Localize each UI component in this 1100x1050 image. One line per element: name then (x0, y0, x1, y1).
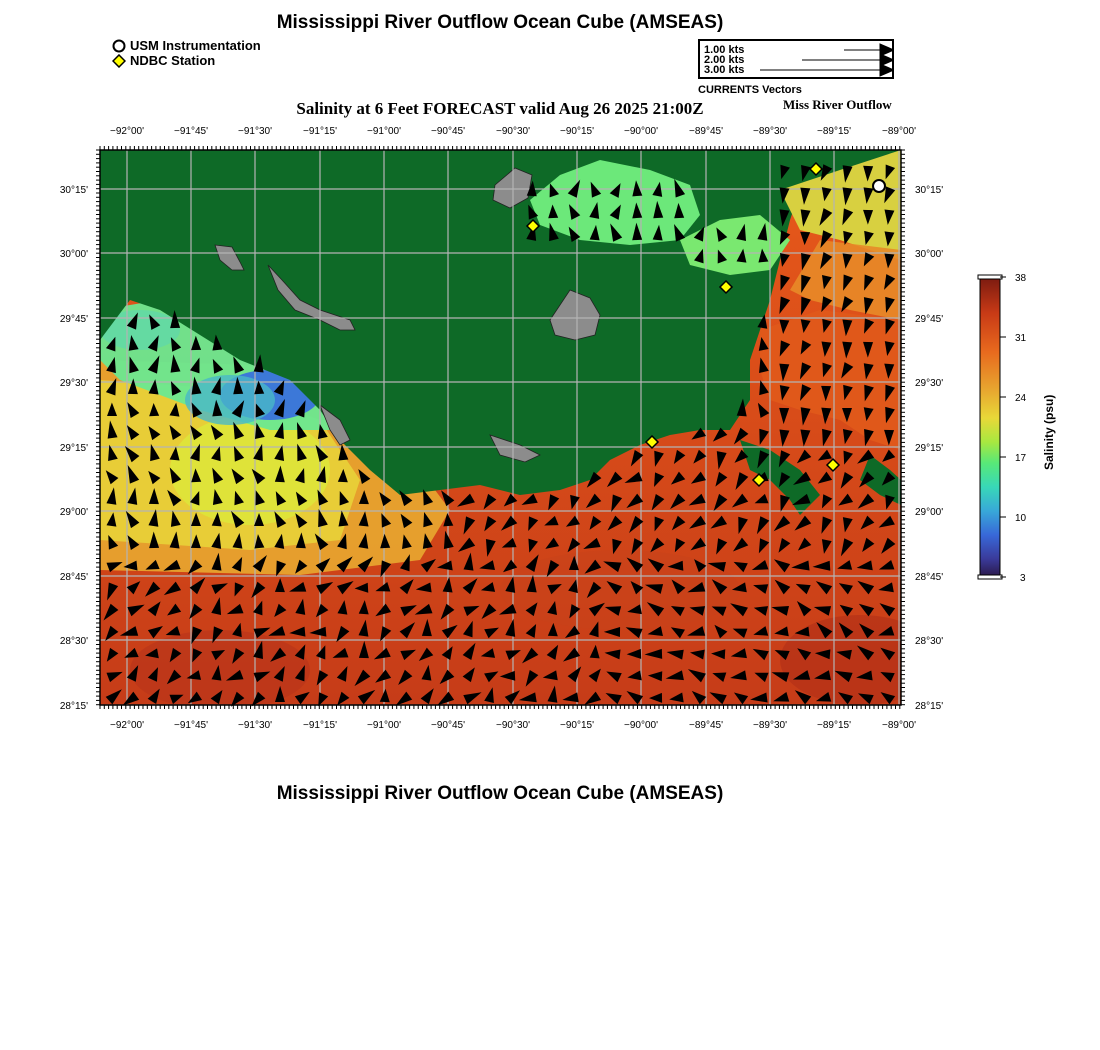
legend-ndbc-label: NDBC Station (130, 53, 216, 68)
lat-tick-label: 30°00' (915, 249, 944, 260)
lat-axis-right (915, 185, 943, 712)
lon-tick-label: −89°15' (817, 126, 851, 137)
white-circle-icon (112, 39, 126, 53)
vector-key-caption: CURRENTS Vectors (698, 84, 802, 96)
map-title: Salinity at 6 Feet FORECAST valid Aug 26 2025 21:00Z (296, 99, 704, 118)
lon-tick-label: −90°15' (560, 720, 594, 731)
lon-axis-top (110, 126, 916, 137)
region-label: Miss River Outflow (783, 97, 892, 112)
lon-tick-label: −89°00' (882, 720, 916, 731)
colorbar-tick: 38 (1015, 273, 1027, 284)
lon-axis-bottom (110, 720, 916, 731)
legend-usm (112, 38, 261, 53)
footer-title: Mississippi River Outflow Ocean Cube (AMSEAS) (276, 783, 724, 804)
lon-tick-label: −91°45' (174, 720, 208, 731)
vector-key-row: 1.00 kts (704, 44, 745, 56)
lat-tick-label: 29°45' (915, 314, 944, 325)
lon-tick-label: −89°45' (689, 126, 723, 137)
lat-tick-label: 29°30' (915, 378, 944, 389)
lon-tick-label: −89°30' (753, 126, 787, 137)
lon-tick-label: −91°00' (367, 720, 401, 731)
lat-tick-label: 28°15' (915, 701, 944, 712)
lon-tick-label: −91°45' (174, 126, 208, 137)
lon-tick-label: −89°00' (882, 126, 916, 137)
colorbar-tick: 17 (1015, 453, 1027, 464)
vector-key-row: 2.00 kts (704, 54, 745, 66)
salinity-colorbar (970, 268, 1040, 588)
lat-tick-label: 29°00' (59, 507, 88, 518)
lon-tick-label: −91°30' (238, 126, 272, 137)
usm-instrument-marker[interactable] (873, 180, 885, 192)
colorbar-tick: 31 (1015, 333, 1027, 344)
colorbar-label: Salinity (psu) (1042, 394, 1056, 470)
lat-tick-label: 29°45' (59, 314, 88, 325)
lat-tick-label: 30°15' (915, 185, 944, 196)
vector-key-row: 3.00 kts (704, 64, 745, 76)
lat-tick-label: 29°30' (59, 378, 88, 389)
lat-tick-label: 28°30' (915, 636, 944, 647)
lon-tick-label: −90°30' (496, 126, 530, 137)
lat-tick-label: 28°45' (59, 572, 88, 583)
lon-tick-label: −92°00' (110, 720, 144, 731)
salinity-map (0, 115, 1000, 740)
lat-tick-label: 28°15' (59, 701, 88, 712)
lon-tick-label: −91°15' (303, 126, 337, 137)
lon-tick-label: −91°00' (367, 126, 401, 137)
main-title: Mississippi River Outflow Ocean Cube (AMSEAS) (276, 12, 724, 33)
lon-tick-label: −91°15' (303, 720, 337, 731)
lon-tick-label: −91°30' (238, 720, 272, 731)
lon-tick-label: −90°45' (431, 126, 465, 137)
lon-tick-label: −90°00' (624, 720, 658, 731)
lat-tick-label: 30°00' (59, 249, 88, 260)
lon-tick-label: −92°00' (110, 126, 144, 137)
colorbar-tick: 3 (1020, 573, 1026, 584)
lon-tick-label: −90°00' (624, 126, 658, 137)
lon-tick-label: −90°15' (560, 126, 594, 137)
colorbar-tick: 10 (1015, 513, 1027, 524)
legend-usm-label: USM Instrumentation (130, 38, 261, 53)
lat-tick-label: 29°15' (59, 443, 88, 454)
lon-tick-label: −89°45' (689, 720, 723, 731)
lon-tick-label: −89°30' (753, 720, 787, 731)
colorbar-tick: 24 (1015, 393, 1027, 404)
lat-tick-label: 29°00' (915, 507, 944, 518)
map-field (100, 150, 940, 710)
lon-tick-label: −89°15' (817, 720, 851, 731)
lon-tick-label: −90°45' (431, 720, 465, 731)
lat-tick-label: 30°15' (59, 185, 88, 196)
legend-ndbc (112, 53, 215, 68)
yellow-diamond-icon (112, 54, 126, 68)
lat-tick-label: 28°45' (915, 572, 944, 583)
lat-axis-left (60, 185, 88, 712)
vector-key-arrows (700, 41, 894, 79)
vector-key (698, 39, 894, 79)
lat-tick-label: 28°30' (59, 636, 88, 647)
lat-tick-label: 29°15' (915, 443, 944, 454)
lon-tick-label: −90°30' (496, 720, 530, 731)
